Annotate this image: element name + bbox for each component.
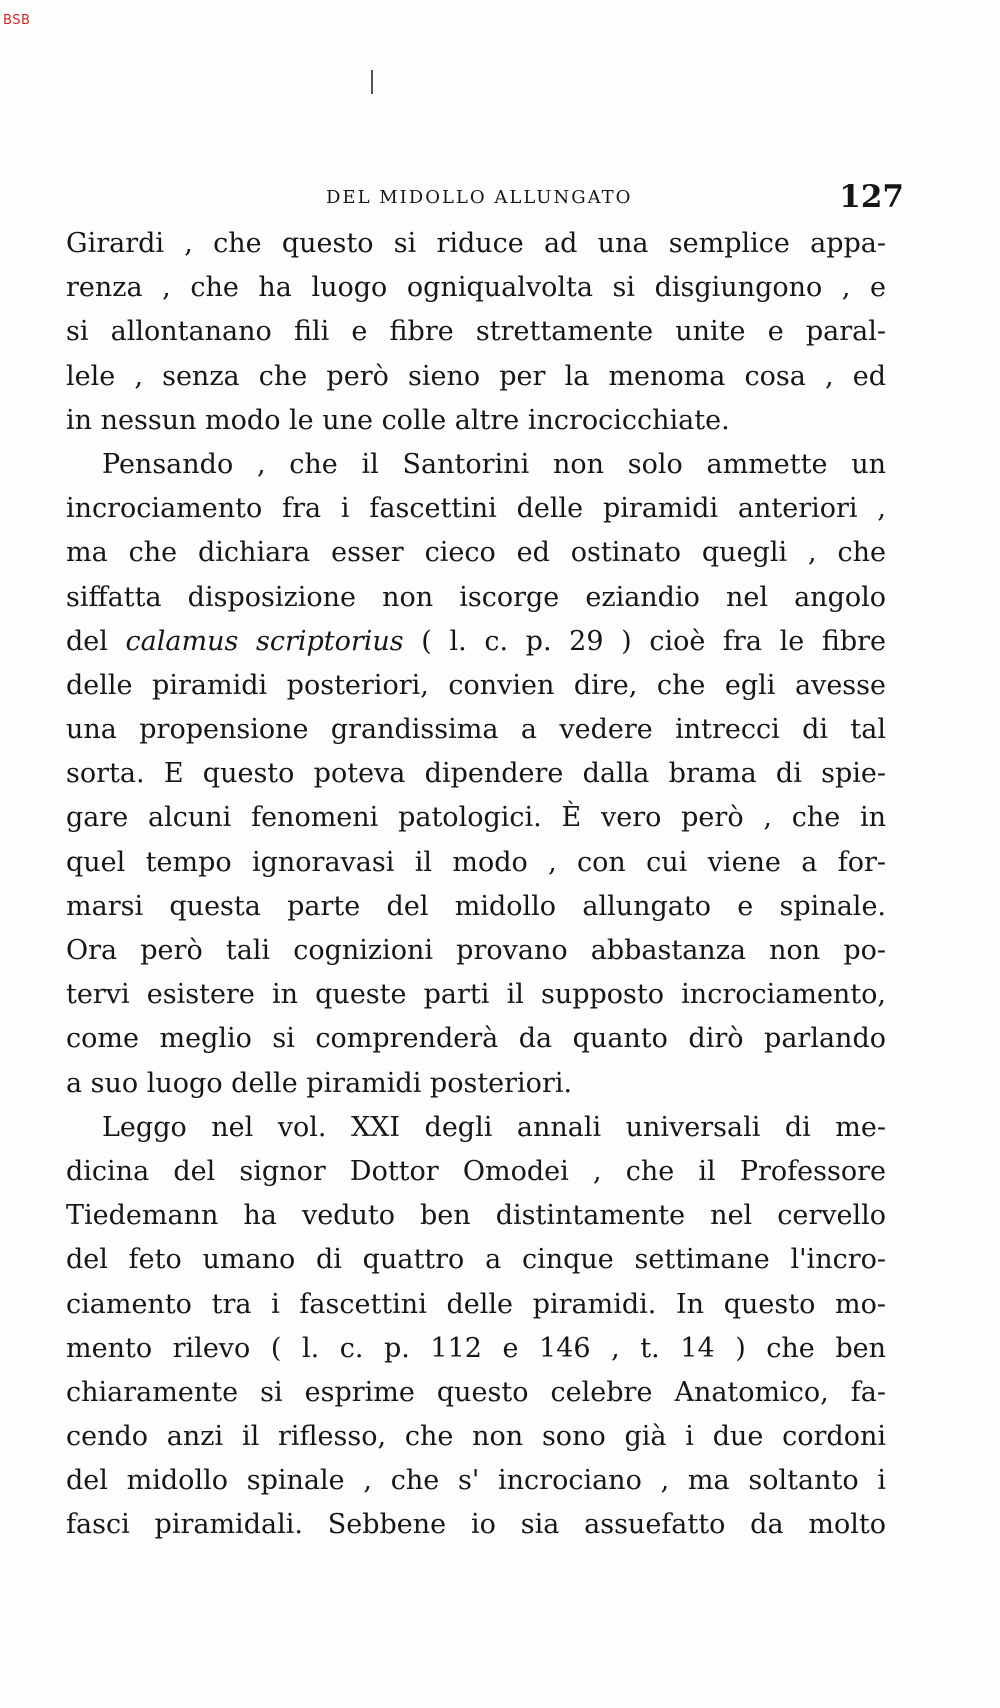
text-line: [66, 885, 886, 929]
text-segment: ( l. c. p. 29 ) cioè fra le fibre: [403, 625, 886, 657]
text-line: [66, 841, 886, 885]
text-segment: siffatta disposizione non iscorge eziandio nel angolo: [66, 581, 886, 613]
text-line: [66, 929, 886, 973]
text-segment: a suo luogo delle piramidi posteriori.: [66, 1067, 573, 1099]
running-head: DEL MIDOLLO ALLUNGATO: [326, 187, 633, 208]
text-line: [66, 399, 886, 443]
text-line: [66, 1150, 886, 1194]
text-segment: come meglio si comprenderà da quanto dirò parlando: [66, 1023, 886, 1055]
text-line: [66, 1017, 886, 1061]
text-line: [66, 1415, 886, 1459]
text-line: [66, 222, 886, 266]
page-header: [66, 179, 906, 217]
text-segment: del midollo spinale , che s' incrociano , ma soltanto i: [66, 1465, 886, 1497]
text-segment: marsi questa parte del midollo allungato e spinale.: [66, 890, 886, 922]
italic-term: calamus scriptorius: [125, 625, 404, 657]
text-segment: dicina del signor Dottor Omodei , che il Professore: [66, 1155, 886, 1187]
text-line: [66, 752, 886, 796]
text-segment: lele , senza che però sieno per la menoma cosa , ed: [66, 360, 886, 392]
text-line: [66, 1503, 886, 1547]
text-line: [66, 664, 886, 708]
text-segment: Girardi , che questo si riduce ad una semplice appa-: [66, 228, 886, 259]
text-segment: del feto umano di quattro a cinque settimane l'incro-: [66, 1244, 886, 1276]
text-line: [66, 1062, 886, 1106]
text-segment: del: [66, 625, 126, 657]
text-line: [66, 487, 886, 531]
text-segment: fasci piramidali. Sebbene io sia assuefatto da molto: [66, 1509, 886, 1541]
text-line: [66, 531, 886, 575]
text-segment: Tiedemann ha veduto ben distintamente nel cervello: [66, 1200, 886, 1232]
text-line: [66, 576, 886, 620]
text-segment: una propensione grandissima a vedere intrecci di tal: [66, 714, 886, 746]
text-line: [66, 1238, 886, 1282]
text-segment: cendo anzi il riflesso, che non sono già i due cordoni: [66, 1421, 886, 1453]
text-line: [66, 796, 886, 840]
text-segment: tervi esistere in queste parti il supposto incrociamento,: [66, 979, 886, 1011]
text-segment: in nessun modo le une colle altre incrocicchiate.: [66, 404, 730, 436]
text-segment: Leggo nel vol. XXI degli annali universali di me-: [102, 1111, 886, 1143]
text-line: [66, 973, 886, 1017]
text-segment: delle piramidi posteriori, convien dire, che egli avesse: [66, 669, 886, 701]
text-line: [66, 1283, 886, 1327]
text-segment: Ora però tali cognizioni provano abbastanza non po-: [66, 935, 886, 966]
text-line: [66, 443, 886, 487]
scan-mark: [371, 70, 373, 94]
text-segment: ciamento tra i fascettini delle piramidi. In questo mo-: [66, 1288, 886, 1320]
text-segment: incrociamento fra i fascettini delle piramidi anteriori ,: [66, 493, 886, 525]
text-line: [66, 1106, 886, 1150]
text-segment: quel tempo ignoravasi il modo , con cui viene a for-: [66, 846, 886, 878]
text-segment: mento rilevo ( l. c. p. 112 e 146 , t. 14 ) che ben: [66, 1332, 886, 1364]
text-line: [66, 620, 886, 664]
text-line: [66, 310, 886, 354]
text-segment: si allontanano fili e fibre strettamente unite e paral-: [66, 316, 886, 348]
text-segment: chiaramente si esprime questo celebre Anatomico, fa-: [66, 1376, 886, 1408]
library-watermark: BSB: [3, 13, 31, 28]
page-number: 127: [839, 179, 904, 215]
body-text: [66, 222, 886, 1548]
text-segment: Pensando , che il Santorini non solo ammette un: [102, 448, 886, 480]
text-line: [66, 266, 886, 310]
text-line: [66, 1327, 886, 1371]
text-segment: gare alcuni fenomeni patologici. È vero però , che in: [66, 802, 886, 834]
text-segment: ma che dichiara esser cieco ed ostinato quegli , che: [66, 537, 886, 569]
text-line: [66, 355, 886, 399]
text-segment: renza , che ha luogo ogniqualvolta si disgiungono , e: [66, 272, 886, 304]
text-line: [66, 708, 886, 752]
text-line: [66, 1459, 886, 1503]
text-line: [66, 1194, 886, 1238]
text-line: [66, 1371, 886, 1415]
text-segment: sorta. E questo poteva dipendere dalla brama di spie-: [66, 758, 886, 790]
